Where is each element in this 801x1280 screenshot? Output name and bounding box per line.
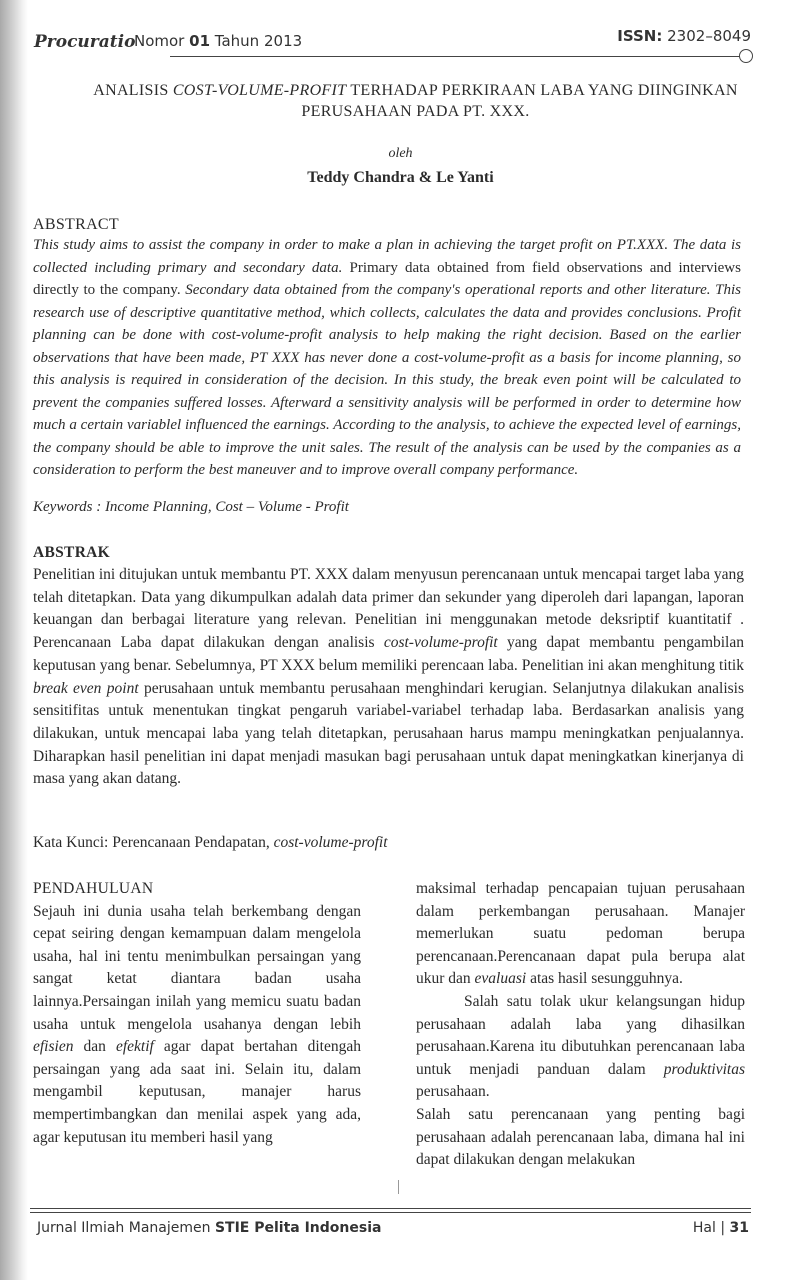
- body-paragraph: [416, 878, 745, 991]
- issue-info: [134, 32, 302, 50]
- article-title: [30, 80, 801, 122]
- title-part1: ANALISIS: [93, 82, 173, 99]
- by-label: oleh: [388, 146, 413, 161]
- abstrak-italic2: break even point: [33, 679, 139, 697]
- journal-logo: Procuratio: [34, 32, 136, 52]
- footer-journal: [37, 1220, 381, 1236]
- page-number-value: 31: [729, 1220, 749, 1236]
- kata-kunci: [33, 834, 388, 852]
- right-p2-italic: produktivitas: [663, 1060, 745, 1078]
- left-italic1: efisien: [33, 1038, 74, 1056]
- page-number: [693, 1220, 749, 1236]
- abstrak-part3: perusahaan untuk membantu perusahaan menghindari kerugian. Selanjutnya dilakukan analisis sensitifitas untuk menentukan tingkat pengaruh variabel-variabel terhadap laba. Berdasarkan analisis yang dilakukan, untuk mencapai laba yang telah ditetapkan, perusahaan harus mampu meningkatkan penjualannya. Diharapkan hasil penelitian ini dapat menjadi masukan bagi perusahaan untuk dapat meningkatkan kinerjanya di masa yang akan datang.: [33, 679, 745, 788]
- right-text-b: atas hasil sesungguhnya.: [526, 970, 683, 988]
- footer-journal-prefix: Jurnal Ilmiah Manajemen: [37, 1220, 215, 1236]
- title-italic: COST-VOLUME-PROFIT: [172, 82, 347, 99]
- header-rule: [170, 56, 751, 57]
- footer-rule-top: [30, 1208, 751, 1209]
- page-edge-shadow: [0, 0, 28, 1280]
- issue-number: 01: [189, 32, 211, 50]
- left-italic2: efektif: [115, 1038, 154, 1056]
- abstrak-part1: Penelitian ini ditujukan untuk membantu PT. XXX dalam menyusun perencanaan untuk mencapai target laba yang telah ditetapkan. Data yang dikumpulkan adalah data primer dan sekunder yang diperoleh dari lapangan, laporan keuangan dan berbagai literature yang relevan. Penelitian ini menggunakan metode deksriptif kuantitatif . Perencanaan Laba dapat dilakukan dengan analisis: [33, 566, 744, 652]
- right-italic1: evaluasi: [474, 970, 527, 988]
- abstract-en-sentence3: Secondary data obtained from the company's operational reports and other literature. This research use of descriptive quantitative method, which collects, calculates the data and provides conclusions. Profit planning can be done with cost-volume-profit analysis to help making the right decision. Based on the earlier observations that have been made, PT XXX has never done a cost-volume-profit as a basis for income planning, so this analysis is required in consideration of the decision. In this study, the break even point will be calculated to prevent the companies suffered losses. Afterward a sensitivity analysis will be performed in order to determine how much a certain variablel influenced the earnings. According to the analysis, to achieve the expected level of earnings, the company should be able to improve the unit sales. The result of the analysis can be used by the companies as a consideration to perform the best maneuver and to improve overall company performance.: [33, 282, 741, 478]
- page-label: Hal |: [692, 1220, 730, 1236]
- title-line2: PERUSAHAAN PADA PT. XXX.: [301, 103, 530, 120]
- abstrak-part2: yang dapat membantu pengambilan keputusan yang benar. Sebelumnya, PT XXX belum memiliki perencaan laba. Penelitian ini akan menghitung titik: [33, 634, 744, 674]
- issue-label: Nomor: [134, 32, 185, 50]
- body-column-left: [33, 878, 361, 1149]
- title-part2: TERHADAP PERKIRAAN LABA YANG DIINGINKAN: [346, 82, 738, 99]
- left-text-a: Sejauh ini dunia usaha telah berkembang dengan cepat seiring dengan kemampuan dalam mengelola usaha, hal ini tentu menimbulkan persaingan yang sangat ketat diantara badan usaha lainnya.Persaingan inilah yang memicu suatu badan usaha untuk mengelola usahanya dengan lebih: [33, 902, 361, 1033]
- right-text-a: maksimal terhadap pencapaian tujuan perusahaan dalam perkembangan perusahaan. Manajer memerlukan suatu pedoman berupa perencanaan.Perencanaan dapat pula berupa alat ukur dan: [416, 880, 745, 988]
- body-column-right: [416, 878, 745, 1172]
- right-p2-text-a: Salah satu tolak ukur kelangsungan hidup perusahaan adalah laba yang dihasilkan perusahaan.Karena itu dibutuhkan perencanaan laba untuk menjadi panduan dalam: [416, 992, 745, 1078]
- body-paragraph: [416, 1104, 745, 1172]
- abstract-english: [33, 234, 741, 482]
- body-paragraph: [33, 901, 361, 1150]
- abstract-heading: ABSTRACT: [33, 216, 119, 233]
- authors: Teddy Chandra & Le Yanti: [307, 169, 494, 186]
- right-p3-text: Salah satu perencanaan yang penting bagi perusahaan adalah perencanaan laba, dimana hal ini dapat dilakukan dengan melakukan: [416, 1105, 745, 1169]
- left-text-b: dan: [73, 1038, 116, 1056]
- abstrak-italic1: cost-volume-profit: [383, 634, 498, 652]
- year-label: Tahun: [214, 32, 260, 50]
- footer-journal-institution: STIE Pelita Indonesia: [214, 1220, 382, 1236]
- abstract-en-sentence1: This study aims to assist the company in order to make a plan in achieving the target profit on PT.XXX. The data is collected including primary and secondary data.: [33, 237, 741, 276]
- header-ornament-circle: [739, 49, 753, 63]
- issn-number: 2302–8049: [667, 27, 751, 45]
- year: 2013: [263, 32, 303, 50]
- body-paragraph: [416, 991, 745, 1104]
- abstrak-heading: ABSTRAK: [33, 544, 111, 561]
- abstract-en-sentence2: Primary data obtained from field observations and interviews directly to the company.: [33, 259, 741, 298]
- kata-kunci-italic: cost-volume-profit: [273, 834, 388, 851]
- left-text-c: agar dapat bertahan ditengah persaingan yang ada saat ini. Selain itu, dalam mengambil keputusan, manajer harus mempertimbangkan dan menilai aspek yang ada, agar keputusan itu memberi hasil yang: [33, 1038, 361, 1146]
- issn: [617, 27, 751, 45]
- right-p2-text-b: perusahaan.: [416, 1083, 490, 1101]
- footer-rule-bottom: [30, 1212, 751, 1213]
- issn-label: ISSN:: [617, 27, 663, 45]
- section-heading: PENDAHULUAN: [33, 880, 154, 897]
- kata-kunci-label: Kata Kunci: Perencanaan Pendapatan,: [33, 834, 274, 851]
- running-header: [30, 24, 751, 64]
- abstract-indonesian: [33, 564, 744, 791]
- column-divider: [398, 1180, 399, 1194]
- keywords: Keywords : Income Planning, Cost – Volume - Profit: [33, 499, 349, 515]
